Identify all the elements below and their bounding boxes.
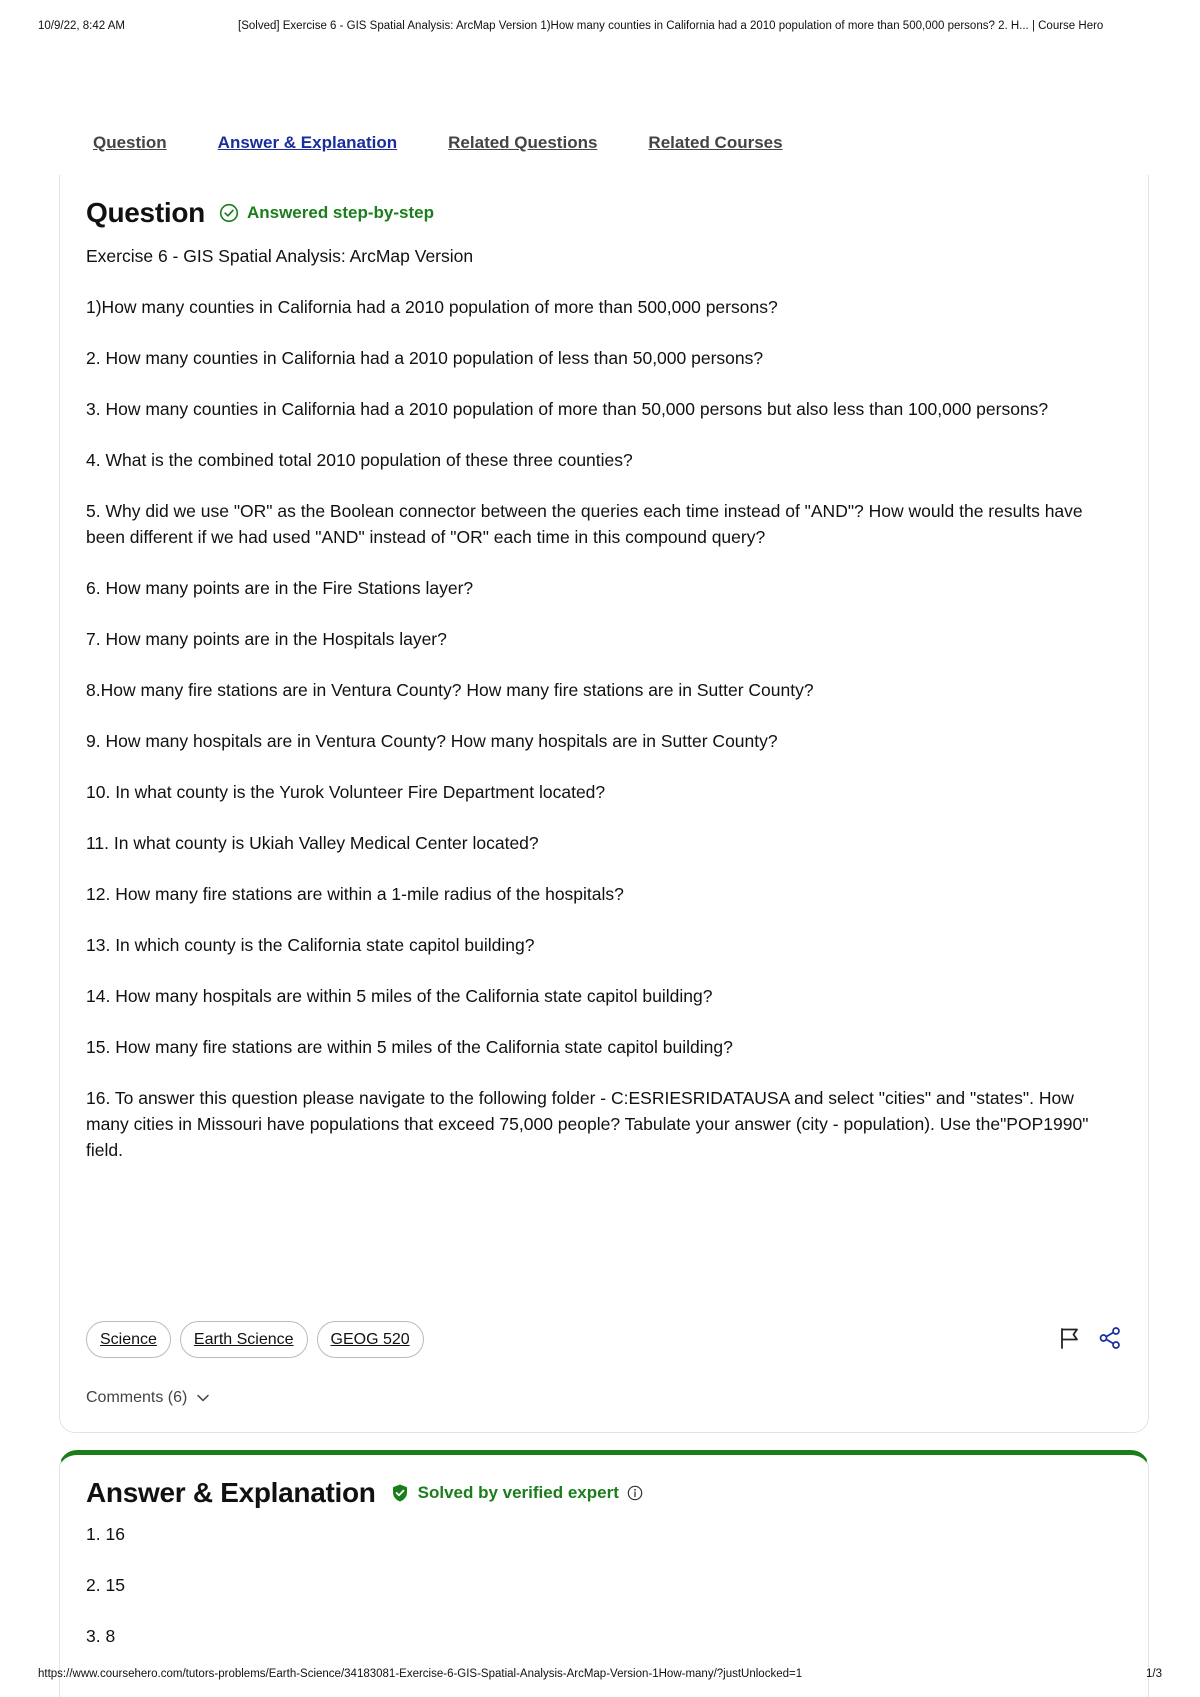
question-item: 16. To answer this question please navigate to the following folder - C:ESRIESRIDATAUSA and select "cities" and "states". How many cities in Missouri have populations that exceed 75,000 people? Tabulate your answer (city - population). Use the"POP1990" field. — [86, 1088, 1089, 1160]
share-icon[interactable] — [1097, 1325, 1123, 1351]
question-item: 5. Why did we use "OR" as the Boolean connector between the queries each time instead of "AND"? How would the results have been different if we had used "AND" instead of "OR" each time in this compound query? — [86, 501, 1083, 547]
tag-earth-science[interactable]: Earth Science — [180, 1321, 308, 1358]
question-item: 1)How many counties in California had a 2010 population of more than 500,000 persons? — [86, 297, 778, 317]
flag-icon[interactable] — [1057, 1325, 1083, 1351]
tag-course-code[interactable]: GEOG 520 — [317, 1321, 424, 1358]
question-intro: Exercise 6 - GIS Spatial Analysis: ArcMap Version — [86, 246, 474, 266]
tab-related-questions[interactable]: Related Questions — [448, 133, 598, 152]
question-item: 13. In which county is the California state capitol building? — [86, 935, 535, 955]
verified-shield-icon — [390, 1483, 410, 1503]
print-footer — [38, 1668, 1162, 1684]
print-url: https://www.coursehero.com/tutors-problems/Earth-Science/34183081-Exercise-6-GIS-Spatial-Analysis-ArcMap-Version-1How-many/?justUnlocked=1 — [38, 1668, 803, 1680]
tab-related-courses[interactable]: Related Courses — [648, 133, 783, 152]
subject-tags — [86, 1321, 433, 1358]
comments-toggle[interactable] — [86, 1389, 211, 1407]
print-page-number: 1/3 — [1146, 1668, 1162, 1680]
question-item: 7. How many points are in the Hospitals layer? — [86, 629, 447, 649]
verified-status — [390, 1483, 619, 1503]
question-item: 10. In what county is the Yurok Volunteer Fire Department located? — [86, 782, 606, 802]
question-card — [59, 175, 1149, 1433]
section-tabs — [93, 133, 834, 157]
answer-body — [86, 1521, 125, 1649]
answered-status — [219, 203, 434, 223]
answer-item: 1. 16 — [86, 1524, 125, 1544]
verified-status-label: Solved by verified expert — [417, 1483, 619, 1502]
question-item: 4. What is the combined total 2010 population of these three counties? — [86, 450, 633, 470]
question-item: 3. How many counties in California had a 2010 population of more than 50,000 persons but also less than 100,000 persons? — [86, 399, 1049, 419]
print-page-title: [Solved] Exercise 6 - GIS Spatial Analysis: ArcMap Version 1)How many counties in California had a 2010 population of more than 500,000 persons? 2. H... | Course Hero — [238, 20, 1104, 32]
print-date: 10/9/22, 8:42 AM — [38, 20, 125, 32]
tag-science[interactable]: Science — [86, 1321, 171, 1358]
question-body — [86, 243, 1116, 1163]
question-item: 2. How many counties in California had a 2010 population of less than 50,000 persons? — [86, 348, 764, 368]
question-item: 11. In what county is Ukiah Valley Medical Center located? — [86, 833, 539, 853]
question-item: 12. How many fire stations are within a 1-mile radius of the hospitals? — [86, 884, 624, 904]
info-icon[interactable] — [627, 1485, 643, 1501]
tab-answer-explanation[interactable]: Answer & Explanation — [217, 133, 398, 152]
question-actions — [1043, 1325, 1123, 1351]
question-item: 15. How many fire stations are within 5 miles of the California state capitol building? — [86, 1037, 733, 1057]
question-item: 6. How many points are in the Fire Stations layer? — [86, 578, 474, 598]
answer-title: Answer & Explanation — [86, 1477, 376, 1508]
print-header — [38, 20, 1162, 36]
answer-header — [86, 1477, 643, 1509]
question-item: 14. How many hospitals are within 5 miles of the California state capitol building? — [86, 986, 713, 1006]
chevron-down-icon — [195, 1390, 211, 1406]
answer-item: 3. 8 — [86, 1626, 116, 1646]
question-title: Question — [86, 197, 205, 228]
question-header — [86, 197, 434, 229]
question-item: 8.How many fire stations are in Ventura County? How many fire stations are in Sutter County? — [86, 680, 814, 700]
comments-label: Comments (6) — [86, 1389, 188, 1406]
answer-card — [59, 1450, 1149, 1697]
question-item: 9. How many hospitals are in Ventura County? How many hospitals are in Sutter County? — [86, 731, 778, 751]
check-circle-icon — [219, 203, 239, 223]
tab-question[interactable]: Question — [93, 133, 167, 152]
answer-item: 2. 15 — [86, 1575, 125, 1595]
answered-status-label: Answered step-by-step — [246, 203, 434, 222]
